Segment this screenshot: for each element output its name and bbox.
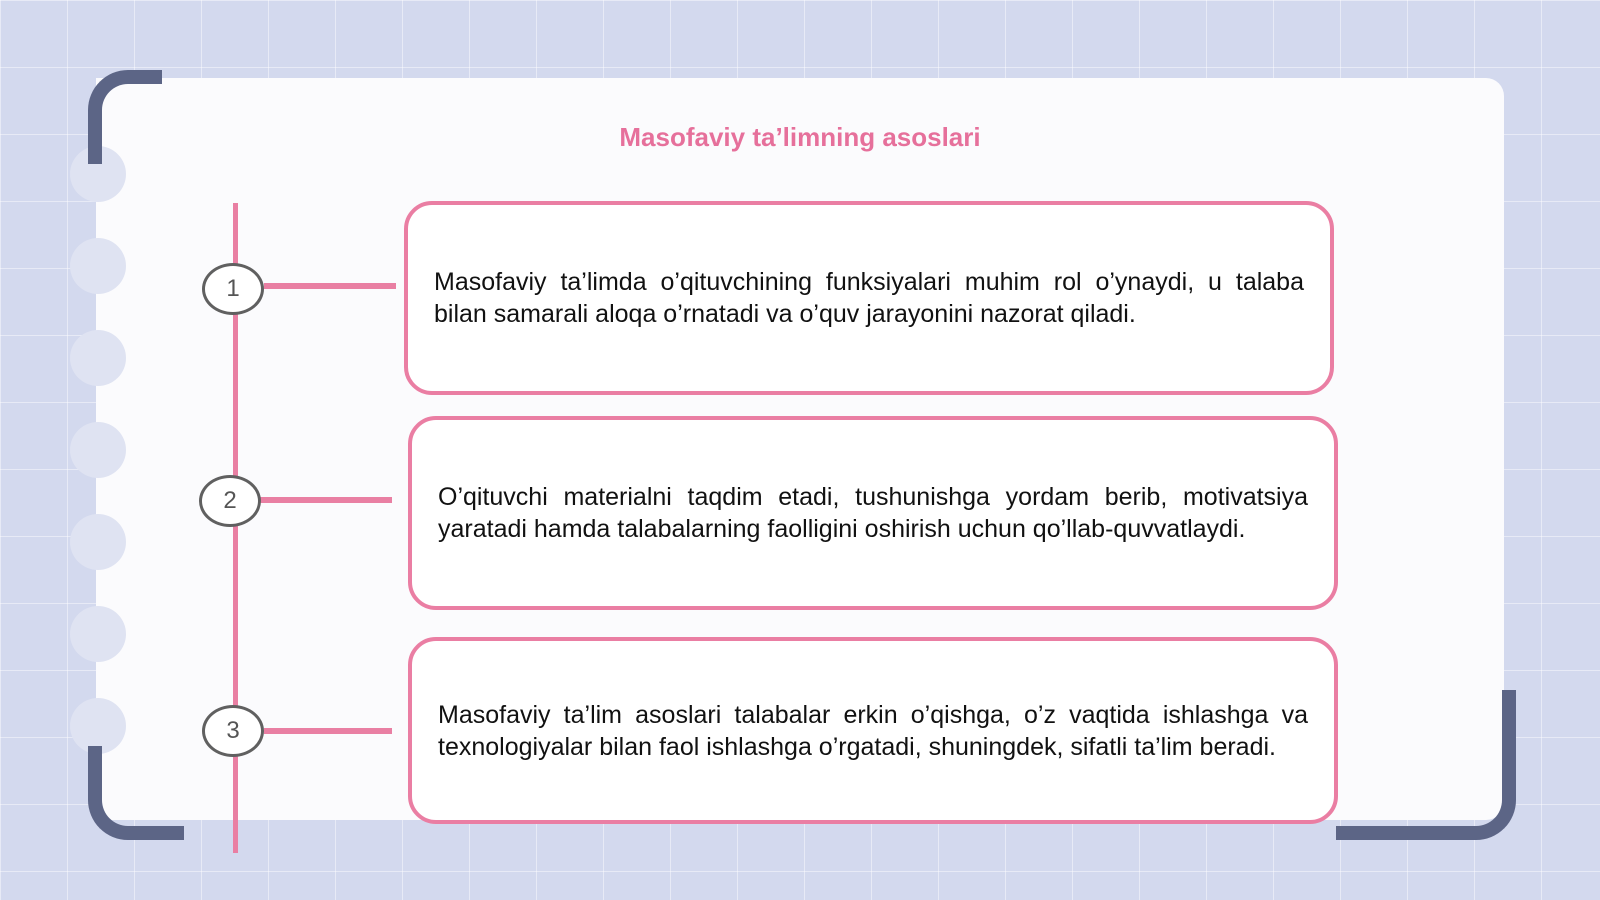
content-box-1 — [404, 201, 1334, 395]
notebook-scallop — [70, 330, 126, 386]
notebook-scallop — [70, 238, 126, 294]
corner-bracket-bottom-left — [88, 746, 184, 840]
content-box-3 — [408, 637, 1338, 824]
timeline-connector-1 — [264, 283, 396, 289]
content-text-2: O’qituvchi materialni taqdim etadi, tushunishga yordam berib, motivatsiya yaratadi hamda talabalarning faolligini oshirish uchun qo’llab-quvvatlaydi. — [438, 483, 1308, 543]
timeline-connector-2 — [260, 497, 392, 503]
step-number-3: 3 — [202, 705, 264, 757]
notebook-scallop — [70, 514, 126, 570]
notebook-scallop — [70, 422, 126, 478]
corner-bracket-bottom-right — [1336, 690, 1516, 840]
notebook-scallop — [70, 606, 126, 662]
step-number-1: 1 — [202, 263, 264, 315]
timeline-connector-3 — [264, 728, 392, 734]
content-text-1: Masofaviy ta’limda o’qituvchining funksiyalari muhim rol o’ynaydi, u talaba bilan samarali aloqa o’rnatadi va o’quv jarayonini nazorat qiladi. — [434, 268, 1304, 328]
content-box-2 — [408, 416, 1338, 610]
content-text-3: Masofaviy ta’lim asoslari talabalar erkin o’qishga, o’z vaqtida ishlashga va texnologiyalar bilan faol ishlashga o’rgatadi, shuningdek, sifatli ta’lim beradi. — [438, 700, 1308, 761]
slide-title: Masofaviy ta’limning asoslari — [619, 122, 981, 152]
step-number-2: 2 — [199, 475, 261, 527]
